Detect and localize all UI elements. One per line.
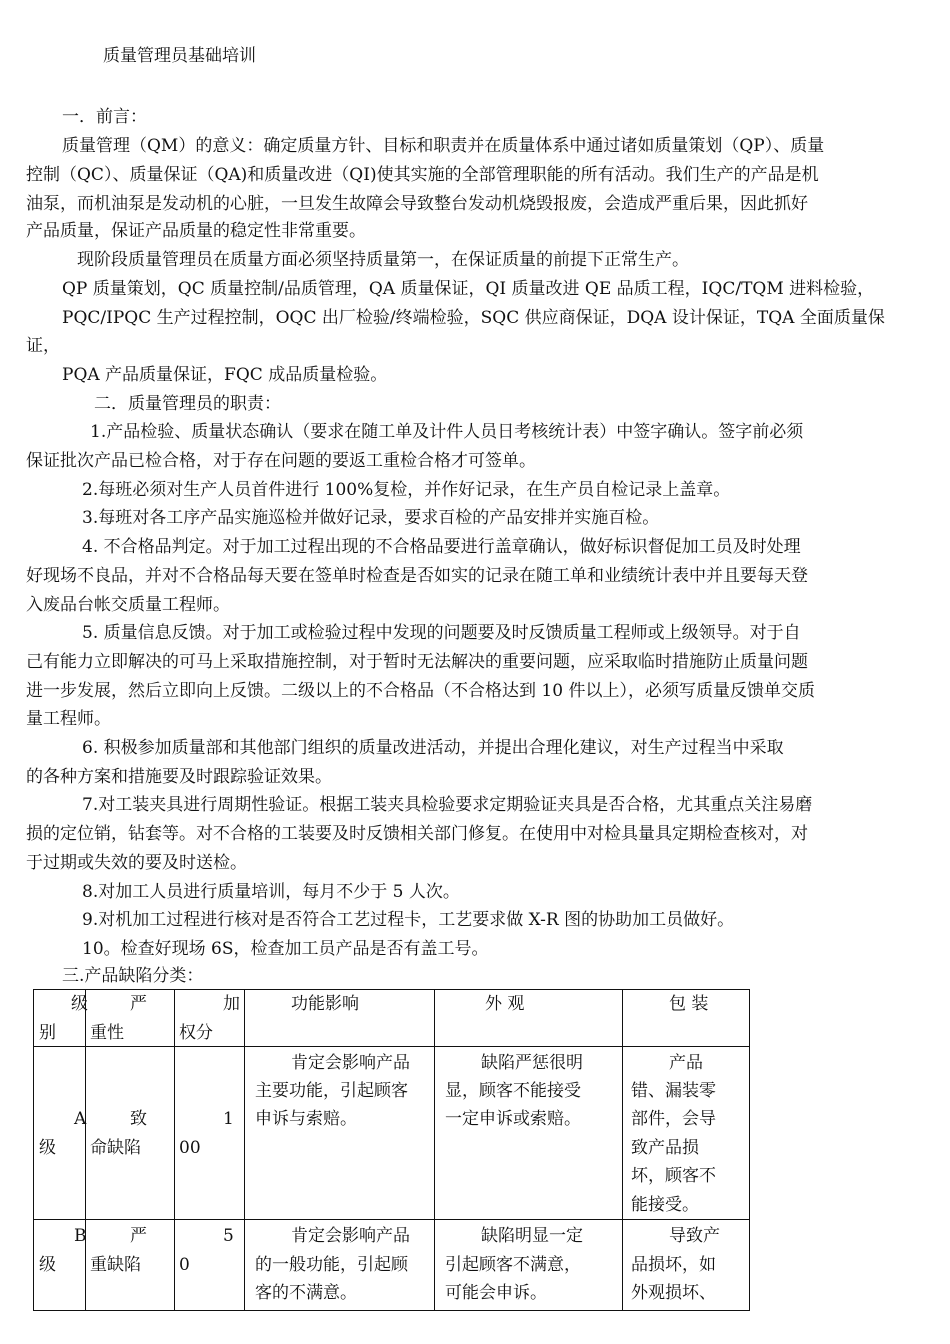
row-a-appearance: 缺陷严惩很明 显，顾客不能接受 一定申诉或索赔。: [435, 1047, 623, 1220]
paragraph-line: 于过期或失效的要及时送检。: [26, 853, 247, 873]
paragraph-line: 好现场不良品，并对不合格品每天要在签单时检查是否如实的记录在随工单和业绩统计表中并且要每天登: [26, 566, 808, 586]
row-b-severity: 严 重缺陷: [86, 1220, 175, 1311]
paragraph-line: QP 质量策划，QC 质量控制/品质管理，QA 质量保证，QI 质量改进 QE 品质工程，IQC/TQM 进料检验，: [62, 279, 875, 299]
paragraph-line: 4. 不合格品判定。对于加工过程出现的不合格品要进行盖章确认，做好标识督促加工员及时处理: [82, 537, 801, 557]
paragraph-line: PQC/IPQC 生产过程控制，OQC 出厂检验/终端检验，SQC 供应商保证，DQA 设计保证，TQA 全面质量保: [62, 308, 885, 328]
table-row: [34, 1220, 750, 1311]
defect-classification-table: [33, 989, 750, 1311]
paragraph-line: 6. 积极参加质量部和其他部门组织的质量改进活动，并提出合理化建议，对生产过程当中采取: [82, 738, 784, 758]
paragraph-line: 己有能力立即解决的可马上采取措施控制，对于暂时无法解决的重要问题，应采取临时措施防止质量问题: [26, 652, 808, 672]
table-header-row: [34, 990, 750, 1047]
section-heading-preface: 一．前言：: [62, 107, 147, 127]
paragraph-line: 质量管理（QM）的意义：确定质量方针、目标和职责并在质量体系中通过诸如质量策划（QP）、质量: [62, 136, 825, 156]
paragraph-line: 2.每班必须对生产人员首件进行 100%复检，并作好记录，在生产员自检记录上盖章。: [82, 480, 731, 500]
row-b-appearance: 缺陷明显一定 引起顾客不满意， 可能会申诉。: [435, 1220, 623, 1311]
section-heading-defects: 三.产品缺陷分类：: [62, 966, 204, 986]
paragraph-line: PQA 产品质量保证，FQC 成品质量检验。: [62, 365, 388, 385]
header-function: 功能影响: [245, 990, 435, 1047]
paragraph-line: 证，: [26, 336, 60, 356]
header-weight: 加 权分: [175, 990, 245, 1047]
paragraph-line: 9.对机加工过程进行核对是否符合工艺过程卡，工艺要求做 X-R 图的协助加工员做好。: [82, 910, 735, 930]
paragraph-line: 保证批次产品已检合格，对于存在问题的要返工重检合格才可签单。: [26, 451, 536, 471]
header-severity: 严 重性: [86, 990, 175, 1047]
paragraph-line: 现阶段质量管理员在质量方面必须坚持质量第一，在保证质量的前提下正常生产。: [77, 250, 689, 270]
row-b-level: B 级: [34, 1220, 86, 1311]
row-a-packaging: 产品 错、漏装零 部件，会导 致产品损 坏，顾客不 能接受。: [623, 1047, 750, 1220]
row-a-severity: 致 命缺陷: [86, 1047, 175, 1220]
paragraph-line: 5. 质量信息反馈。对于加工或检验过程中发现的问题要及时反馈质量工程师或上级领导。对于自: [82, 623, 801, 643]
table-row: [34, 1047, 750, 1220]
paragraph-line: 1.产品检验、质量状态确认（要求在随工单及计件人员日考核统计表）中签字确认。签字前必须: [90, 422, 804, 442]
paragraph-line: 3.每班对各工序产品实施巡检并做好记录，要求百检的产品安排并实施百检。: [82, 508, 660, 528]
row-a-level: A 级: [34, 1047, 86, 1220]
section-heading-duties: 二．质量管理员的职责：: [94, 394, 281, 414]
paragraph-line: 损的定位销，钻套等。对不合格的工装要及时反馈相关部门修复。在使用中对检具量具定期检查核对，对: [26, 824, 808, 844]
row-b-packaging: 导致产 品损坏，如 外观损坏、: [623, 1220, 750, 1311]
paragraph-line: 控制（QC）、质量保证（QA)和质量改进（QI)使其实施的全部管理职能的所有活动。我们生产的产品是机: [26, 165, 819, 185]
row-b-weight: 5 0: [175, 1220, 245, 1311]
paragraph-line: 10。检查好现场 6S，检查加工员产品是否有盖工号。: [82, 939, 489, 959]
row-a-weight: 1 00: [175, 1047, 245, 1220]
document-title: 质量管理员基础培训: [103, 46, 256, 66]
row-b-function: 肯定会影响产品 的一般功能，引起顾 客的不满意。: [245, 1220, 435, 1311]
paragraph-line: 量工程师。: [26, 709, 111, 729]
paragraph-line: 油泵，而机油泵是发动机的心脏，一旦发生故障会导致整台发动机烧毁报废，会造成严重后果，因此抓好: [26, 194, 808, 214]
row-a-function: 肯定会影响产品 主要功能，引起顾客 申诉与索赔。: [245, 1047, 435, 1220]
paragraph-line: 的各种方案和措施要及时跟踪验证效果。: [26, 767, 332, 787]
header-appearance: 外 观: [435, 990, 623, 1047]
paragraph-line: 产品质量，保证产品质量的稳定性非常重要。: [26, 221, 366, 241]
paragraph-line: 入废品台帐交质量工程师。: [26, 595, 230, 615]
paragraph-line: 8.对加工人员进行质量培训，每月不少于 5 人次。: [82, 882, 460, 902]
paragraph-line: 进一步发展，然后立即向上反馈。二级以上的不合格品（不合格达到 10 件以上），必须写质量反馈单交质: [26, 681, 815, 701]
header-level: 级 别: [34, 990, 86, 1047]
header-packaging: 包 装: [623, 990, 750, 1047]
paragraph-line: 7.对工装夹具进行周期性验证。根据工装夹具检验要求定期验证夹具是否合格，尤其重点关注易磨: [82, 795, 813, 815]
